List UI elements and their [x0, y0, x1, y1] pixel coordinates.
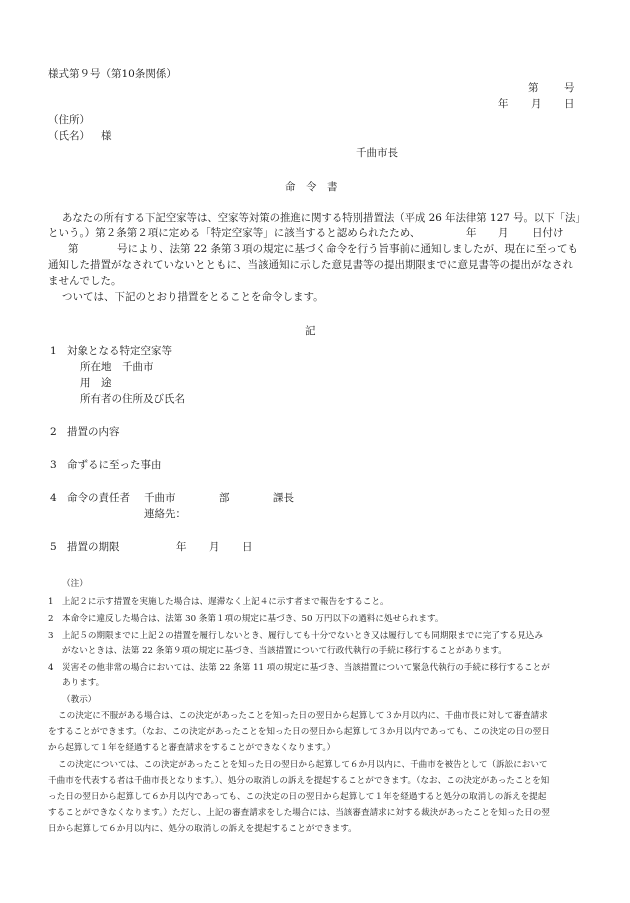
item-3-number: 3	[50, 459, 57, 471]
notes-heading: （注）	[62, 579, 88, 589]
ki-heading: 記	[305, 325, 316, 337]
body-line-2: という。）第２条第２項に定める「特定空家等」に該当すると認められたため、	[48, 227, 421, 239]
item-4-number: 4	[50, 492, 57, 504]
item-5-number: 5	[50, 541, 57, 553]
item-4-city: 千曲市	[144, 492, 176, 504]
kyoji-p2-line-4: することができなくなります。）ただし、上記の審査請求をした場合には、当該審査請求に対する裁決があったことを知った日の翌	[48, 808, 550, 818]
name-label: （氏名）	[48, 130, 90, 142]
item-1-label: 対象となる特定空家等	[67, 345, 172, 357]
item-1-owner: 所有者の住所及び氏名	[80, 393, 185, 405]
item-1-use: 用 途	[80, 377, 112, 389]
item-4-label: 命令の責任者	[67, 492, 130, 504]
item-5-month: 月	[209, 541, 220, 553]
note-1: 1 上記２に示す措置を実施した場合は、遅滞なく上記４に示す者まで報告をすること。	[48, 597, 389, 607]
kyoji-p1-line-1: この決定に不服がある場合は、この決定があったことを知った日の翌日から起算して３か月以内に、千曲市長に対して審査請求	[58, 711, 548, 721]
item-2-label: 措置の内容	[67, 426, 120, 438]
doc-number-dai: 第	[528, 82, 539, 94]
body-line-1: あなたの所有する下記空家等は、空家等対策の推進に関する特別措置法（平成 26 年法律第 127 号。以下「法」	[62, 212, 586, 224]
item-4-contact: 連絡先：	[144, 508, 186, 520]
kyoji-p2-line-2: 千曲市を代表する者は千曲市長となります。）、処分の取消しの訴えを提起することができます。（なお、この決定があったことを知	[48, 776, 550, 786]
kyoji-p2-line-3: った日の翌日から起算して６か月以内であっても、この決定の日の翌日から起算して１年を経過すると処分の取消しの訴えを提起	[48, 792, 547, 802]
note-3b: がないときは、法第 22 条第９項の規定に基づき、当該措置について行政代執行の手続に移行することがあります。	[62, 646, 507, 656]
note-4a: 4 災害その他非常の場合においては、法第 22 条第 11 項の規定に基づき、当該措置について緊急代執行の手続に移行することが	[48, 663, 550, 673]
body-line-3-dai: 第	[68, 243, 79, 255]
date-day: 日	[564, 98, 575, 110]
body-line-5: ませんでした。	[48, 275, 122, 287]
item-5-year: 年	[176, 541, 187, 553]
body-line-2-day: 日付け	[532, 227, 564, 239]
body-line-2-month: 月	[498, 227, 509, 239]
kyoji-p2-line-5: 日から起算して６か月以内に、処分の取消しの訴えを提起することができます。	[48, 824, 357, 834]
page-title: 命 令 書	[285, 181, 338, 193]
kyoji-p1-line-2: をすることができます。（なお、この決定があったことを知った日の翌日から起算して３か月以内であっても、この決定の日の翌日	[48, 727, 550, 737]
item-4-bu: 部	[219, 492, 230, 504]
note-4b: あります。	[62, 678, 105, 688]
item-3-label: 命ずるに至った事由	[67, 459, 162, 471]
kyoji-p1-line-3: から起算して１年を経過すると審査請求をすることができなくなります。）	[48, 743, 336, 753]
issuer: 千曲市長	[356, 147, 398, 159]
form-number: 様式第９号（第10条関係）	[48, 68, 177, 80]
doc-number-go: 号	[564, 82, 575, 94]
body-line-4: 通知した措置がなされていないとともに、当該通知に示した意見書等の提出期限までに意見書等の提出がなされ	[48, 259, 573, 271]
item-4-kacho: 課長	[273, 492, 294, 504]
item-1-location: 所在地 千曲市	[80, 361, 154, 373]
kyoji-p2-line-1: この決定については、この決定があったことを知った日の翌日から起算して６か月以内に、千曲市を被告として（訴訟において	[58, 760, 548, 770]
date-month: 月	[531, 98, 542, 110]
kyoji-heading: （教示）	[62, 695, 97, 705]
item-2-number: 2	[50, 426, 57, 438]
note-2: 2 本命令に違反した場合は、法第 30 条第１項の規定に基づき、50 万円以下の過料に処せられます。	[48, 614, 444, 624]
note-3a: 3 上記５の期限までに上記２の措置を履行しないとき、履行しても十分でないとき又は履行しても同期限までに完了する見込み	[48, 631, 543, 641]
date-year: 年	[498, 98, 509, 110]
body-line-3: 号により、法第 22 条第３項の規定に基づく命令を行う旨事前に通知しましたが、現在に至っても	[117, 243, 579, 255]
item-5-day: 日	[242, 541, 253, 553]
body-line-6: ついては、下記のとおり措置をとることを命令します。	[62, 291, 324, 303]
address-label: （住所）	[48, 114, 90, 126]
name-suffix: 様	[101, 130, 112, 142]
item-5-label: 措置の期限	[67, 541, 120, 553]
item-1-number: 1	[50, 345, 57, 357]
body-line-2-year: 年	[466, 227, 477, 239]
